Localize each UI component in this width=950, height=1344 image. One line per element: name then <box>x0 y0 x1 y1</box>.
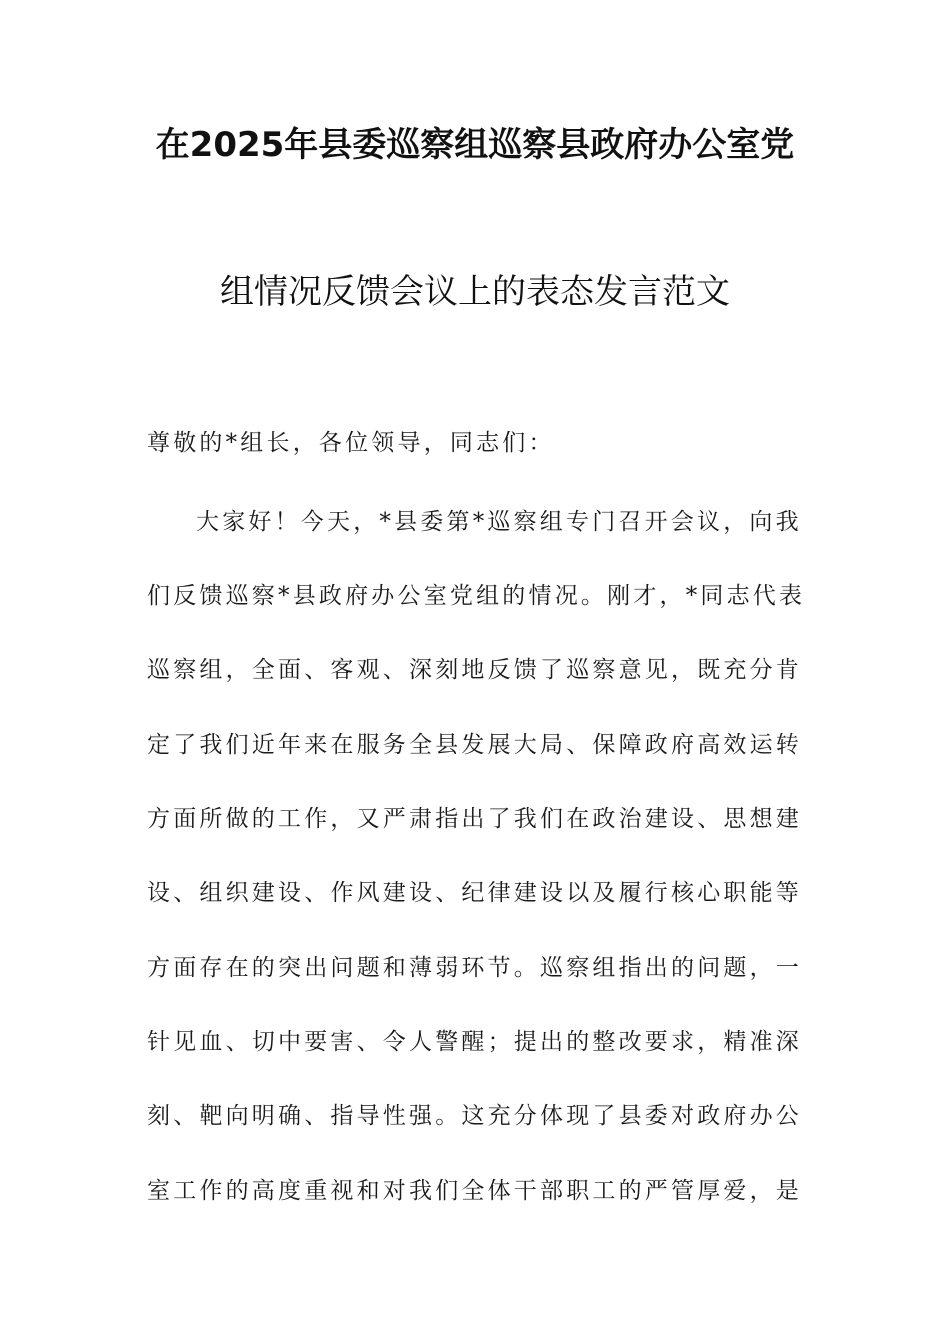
document-title-line-1: 在2025年县委巡察组巡察县政府办公室党 <box>155 125 795 165</box>
paragraph-line: 方面存在的突出问题和薄弱环节。巡察组指出的问题，一 <box>147 955 802 981</box>
paragraph-line: 刻、靶向明确、指导性强。这充分体现了县委对政府办公 <box>147 1103 802 1129</box>
paragraph-line: 室工作的高度重视和对我们全体干部职工的严管厚爱，是 <box>147 1178 802 1204</box>
salutation: 尊敬的*组长，各位领导，同志们： <box>147 430 555 456</box>
paragraph-line: 定了我们近年来在服务全县发展大局、保障政府高效运转 <box>147 732 802 758</box>
document-title-line-2: 组情况反馈会议上的表态发言范文 <box>220 272 730 312</box>
paragraph-line: 巡察组，全面、客观、深刻地反馈了巡察意见，既充分肯 <box>147 657 802 683</box>
paragraph-line: 针见血、切中要害、令人警醒；提出的整改要求，精准深 <box>147 1029 802 1055</box>
paragraph-line: 大家好！今天，*县委第*巡察组专门召开会议，向我 <box>196 509 802 535</box>
paragraph-line: 方面所做的工作，又严肃指出了我们在政治建设、思想建 <box>147 806 802 832</box>
paragraph-line: 们反馈巡察*县政府办公室党组的情况。刚才，*同志代表 <box>147 583 806 609</box>
paragraph-line: 设、组织建设、作风建设、纪律建设以及履行核心职能等 <box>147 880 802 906</box>
